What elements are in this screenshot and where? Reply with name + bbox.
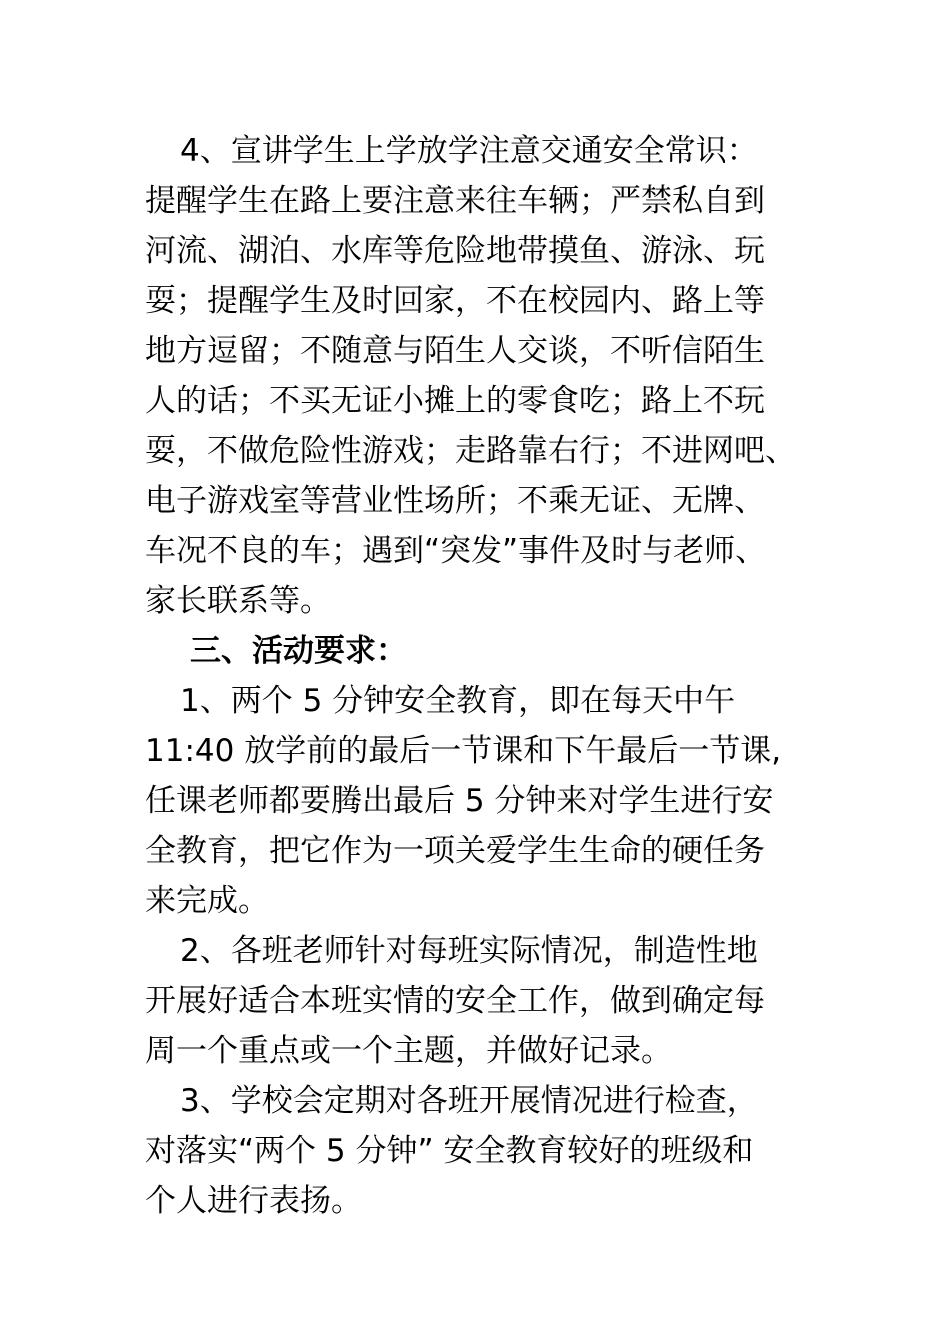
text-line: 耍；提醒学生及时回家，不在校园内、路上等 (145, 283, 765, 319)
text-line: 人的话；不买无证小摊上的零食吃；路上不玩 (145, 383, 765, 419)
text-line: 1、两个 5 分钟安全教育，即在每天中午 (180, 683, 736, 719)
text-line: 2、各班老师针对每班实际情况，制造性地 (180, 933, 758, 969)
text-line: 电子游戏室等营业性场所；不乘无证、无牌、 (145, 483, 765, 519)
text-line: 4、宣讲学生上学放学注意交通安全常识： (180, 133, 758, 169)
text-line: 任课老师都要腾出最后 5 分钟来对学生进行安 (145, 783, 774, 819)
text-line: 地方逗留；不随意与陌生人交谈，不听信陌生 (145, 333, 765, 369)
text-line: 周一个重点或一个主题，并做好记录。 (145, 1033, 672, 1069)
text-line: 对落实“两个 5 分钟” 安全教育较好的班级和 (145, 1133, 754, 1169)
text-line: 提醒学生在路上要注意来往车辆；严禁私自到 (145, 183, 765, 219)
text-line: 个人进行表扬。 (145, 1183, 362, 1219)
text-line: 河流、湖泊、水库等危险地带摸鱼、游泳、玩 (145, 233, 765, 269)
text-line: 开展好适合本班实情的安全工作，做到确定每 (145, 983, 765, 1019)
text-line: 家长联系等。 (145, 583, 331, 619)
text-line: 耍，不做危险性游戏；走路靠右行；不进网吧、 (145, 433, 796, 469)
text-line: 来完成。 (145, 883, 269, 919)
text-line: 全教育，把它作为一项关爱学生生命的硬任务 (145, 833, 765, 869)
section-heading: 三、活动要求： (190, 633, 407, 669)
text-line: 3、学校会定期对各班开展情况进行检查， (180, 1083, 758, 1119)
text-line: 车况不良的车；遇到“突发”事件及时与老师、 (145, 533, 767, 569)
text-line: 11:40 放学前的最后一节课和下午最后一节课, (145, 733, 782, 769)
